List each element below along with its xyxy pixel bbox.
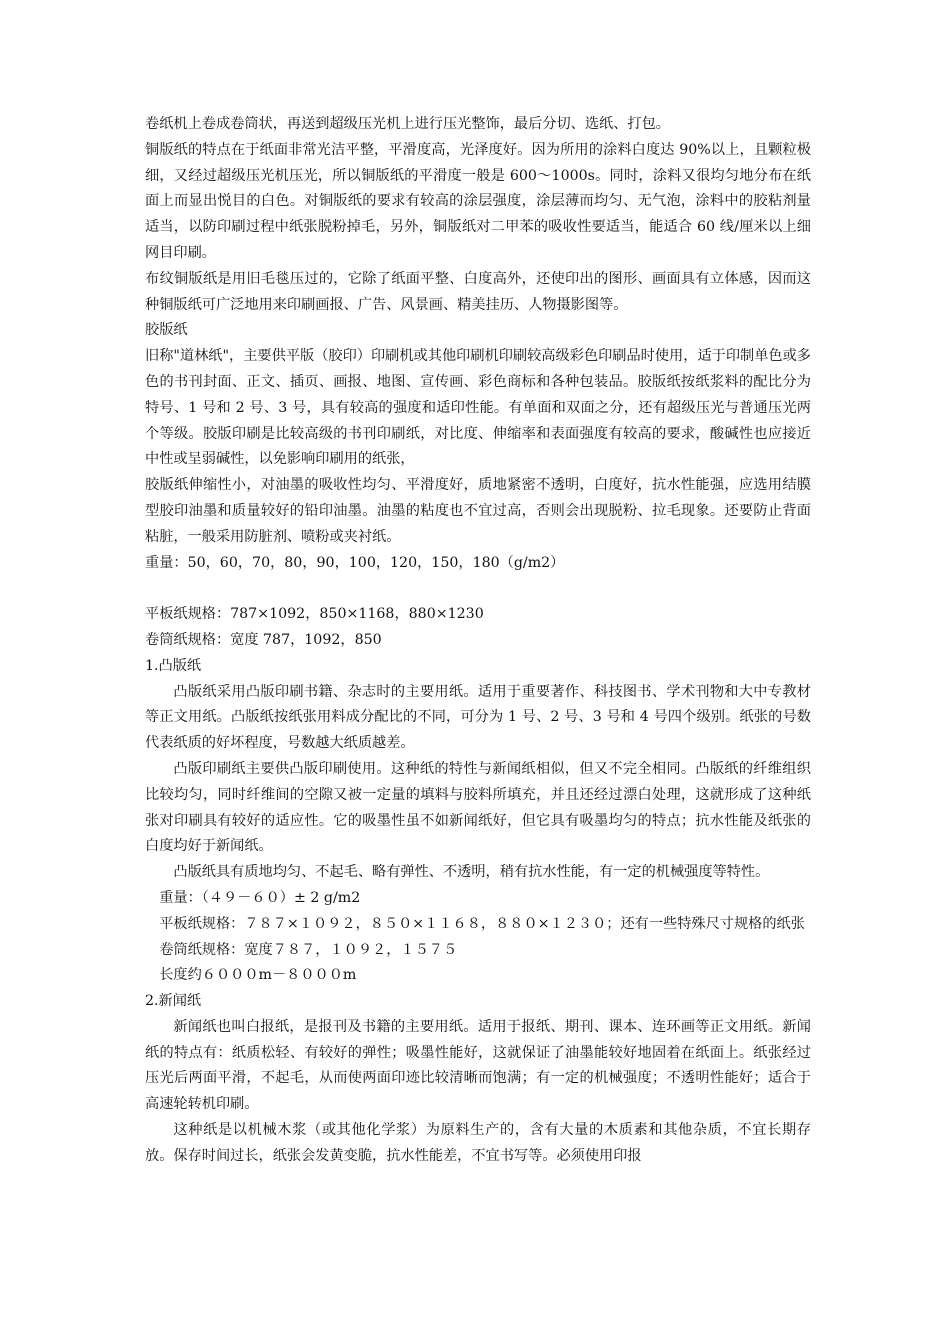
letterpress-sheet-spec: 平板纸规格：７８７×１０９２，８５０×１１６８，８８０×１２３０；还有一些特殊尺寸规格的纸张	[159, 915, 805, 932]
offset-roll-spec: 卷筒纸规格：宽度 787，1092，850	[145, 631, 382, 648]
paragraph-letterpress-intro: 凸版纸采用凸版印刷书籍、杂志时的主要用纸。适用于重要著作、科技图书、学术刊物和大中专教材等正文用纸。凸版纸按纸张用料成分配比的不同，可分为 1 号、2 号、3 号和 4 号四个级别。纸张的号数代表纸质的好坏程度，号数越大纸质越差。	[145, 683, 811, 752]
heading-letterpress-paper: 1.凸版纸	[145, 657, 202, 674]
blank-line	[145, 576, 811, 602]
heading-offset-paper: 胶版纸	[145, 322, 188, 339]
paragraph-newsprint-material: 这种纸是以机械木浆（或其他化学浆）为原料生产的，含有大量的木质素和其他杂质，不宜长期存放。保存时间过长，纸张会发黄变脆，抗水性能差，不宜书写等。必须使用印报	[145, 1122, 811, 1164]
letterpress-roll-spec: 卷筒纸规格：宽度７８７，１０９２，１５７５	[159, 941, 458, 958]
paragraph-cloth-coated-paper: 布纹铜版纸是用旧毛毯压过的，它除了纸面平整、白度高外，还使印出的图形、画面具有立体感，因而这种铜版纸可广泛地用来印刷画报、广告、风景画、精美挂历、人物摄影图等。	[145, 270, 811, 313]
paragraph-coated-paper: 铜版纸的特点在于纸面非常光洁平整，平滑度高，光泽度好。因为所用的涂料白度达 90%以上，且颗粒极细，又经过超级压光机压光，所以铜版纸的平滑度一般是 600～1000s。同时，涂料又很均匀地分布在纸面上而显出悦目的白色。对铜版纸的要求有较高的涂层强度，涂层薄而均匀、无气泡，涂料中的胶粘剂量适当，以防印刷过程中纸张脱粉掉毛，另外，铜版纸对二甲苯的吸收性要适当，能适合 60 线/厘米以上细网目印刷。	[145, 141, 811, 261]
paragraph-letterpress-properties: 凸版纸具有质地均匀、不起毛、略有弹性、不透明，稍有抗水性能，有一定的机械强度等特性。	[173, 864, 770, 881]
paragraph-newsprint-intro: 新闻纸也叫白报纸，是报刊及书籍的主要用纸。适用于报纸、期刊、课本、连环画等正文用纸。新闻纸的特点有：纸质松轻、有较好的弹性；吸墨性能好，这就保证了油墨能较好地固着在纸面上。纸张经过压光后两面平滑，不起毛，从而使两面印迹比较清晰而饱满；有一定的机械强度；不透明性能好；适合于高速轮转机印刷。	[145, 1018, 811, 1113]
paragraph-continuation: 卷纸机上卷成卷筒状，再送到超级压光机上进行压光整饰，最后分切、选纸、打包。	[145, 116, 670, 132]
heading-newsprint: 2.新闻纸	[145, 993, 202, 1010]
paragraph-letterpress-printing: 凸版印刷纸主要供凸版印刷使用。这种纸的特性与新闻纸相似，但又不完全相同。凸版纸的纤维组织比较均匀，同时纤维间的空隙又被一定量的填料与胶料所填充，并且还经过漂白处理，这就形成了这种纸张对印刷具有较好的适应性。它的吸墨性虽不如新闻纸好，但它具有吸墨均匀的特点；抗水性能及纸张的白度均好于新闻纸。	[145, 760, 811, 855]
offset-weight: 重量：50，60，70，80，90，100，120，150，180（g/m2）	[145, 554, 565, 571]
letterpress-weight: 重量：（４９－６０）± 2 g/m2	[159, 889, 361, 906]
offset-sheet-spec: 平板纸规格：787×1092，850×1168，880×1230	[145, 606, 484, 623]
letterpress-length: 长度约６０００m－８０００m	[159, 967, 357, 984]
paragraph-offset-intro: 旧称"道林纸"，主要供平版（胶印）印刷机或其他印刷机印刷较高级彩色印刷品时使用，适于印制单色或多色的书刊封面、正文、插页、画报、地图、宣传画、彩色商标和各种包装品。胶版纸按纸浆料的配比分为特号、1 号和 2 号、3 号，具有较高的强度和适印性能。有单面和双面之分，还有超级压光与普通压光两个等级。胶版印刷是比较高级的书刊印刷纸，对比度、伸缩率和表面强度有较高的要求，酸碱性也应接近中性或呈弱碱性，以免影响印刷用的纸张，	[145, 348, 811, 468]
paragraph-offset-properties: 胶版纸伸缩性小，对油墨的吸收性均匀、平滑度好，质地紧密不透明，白度好，抗水性能强，应选用结膜型胶印油墨和质量较好的铅印油墨。油墨的粘度也不宜过高，否则会出现脱粉、拉毛现象。还要防止背面粘脏，一般采用防脏剂、喷粉或夹衬纸。	[145, 477, 811, 545]
document-page	[145, 112, 811, 1170]
